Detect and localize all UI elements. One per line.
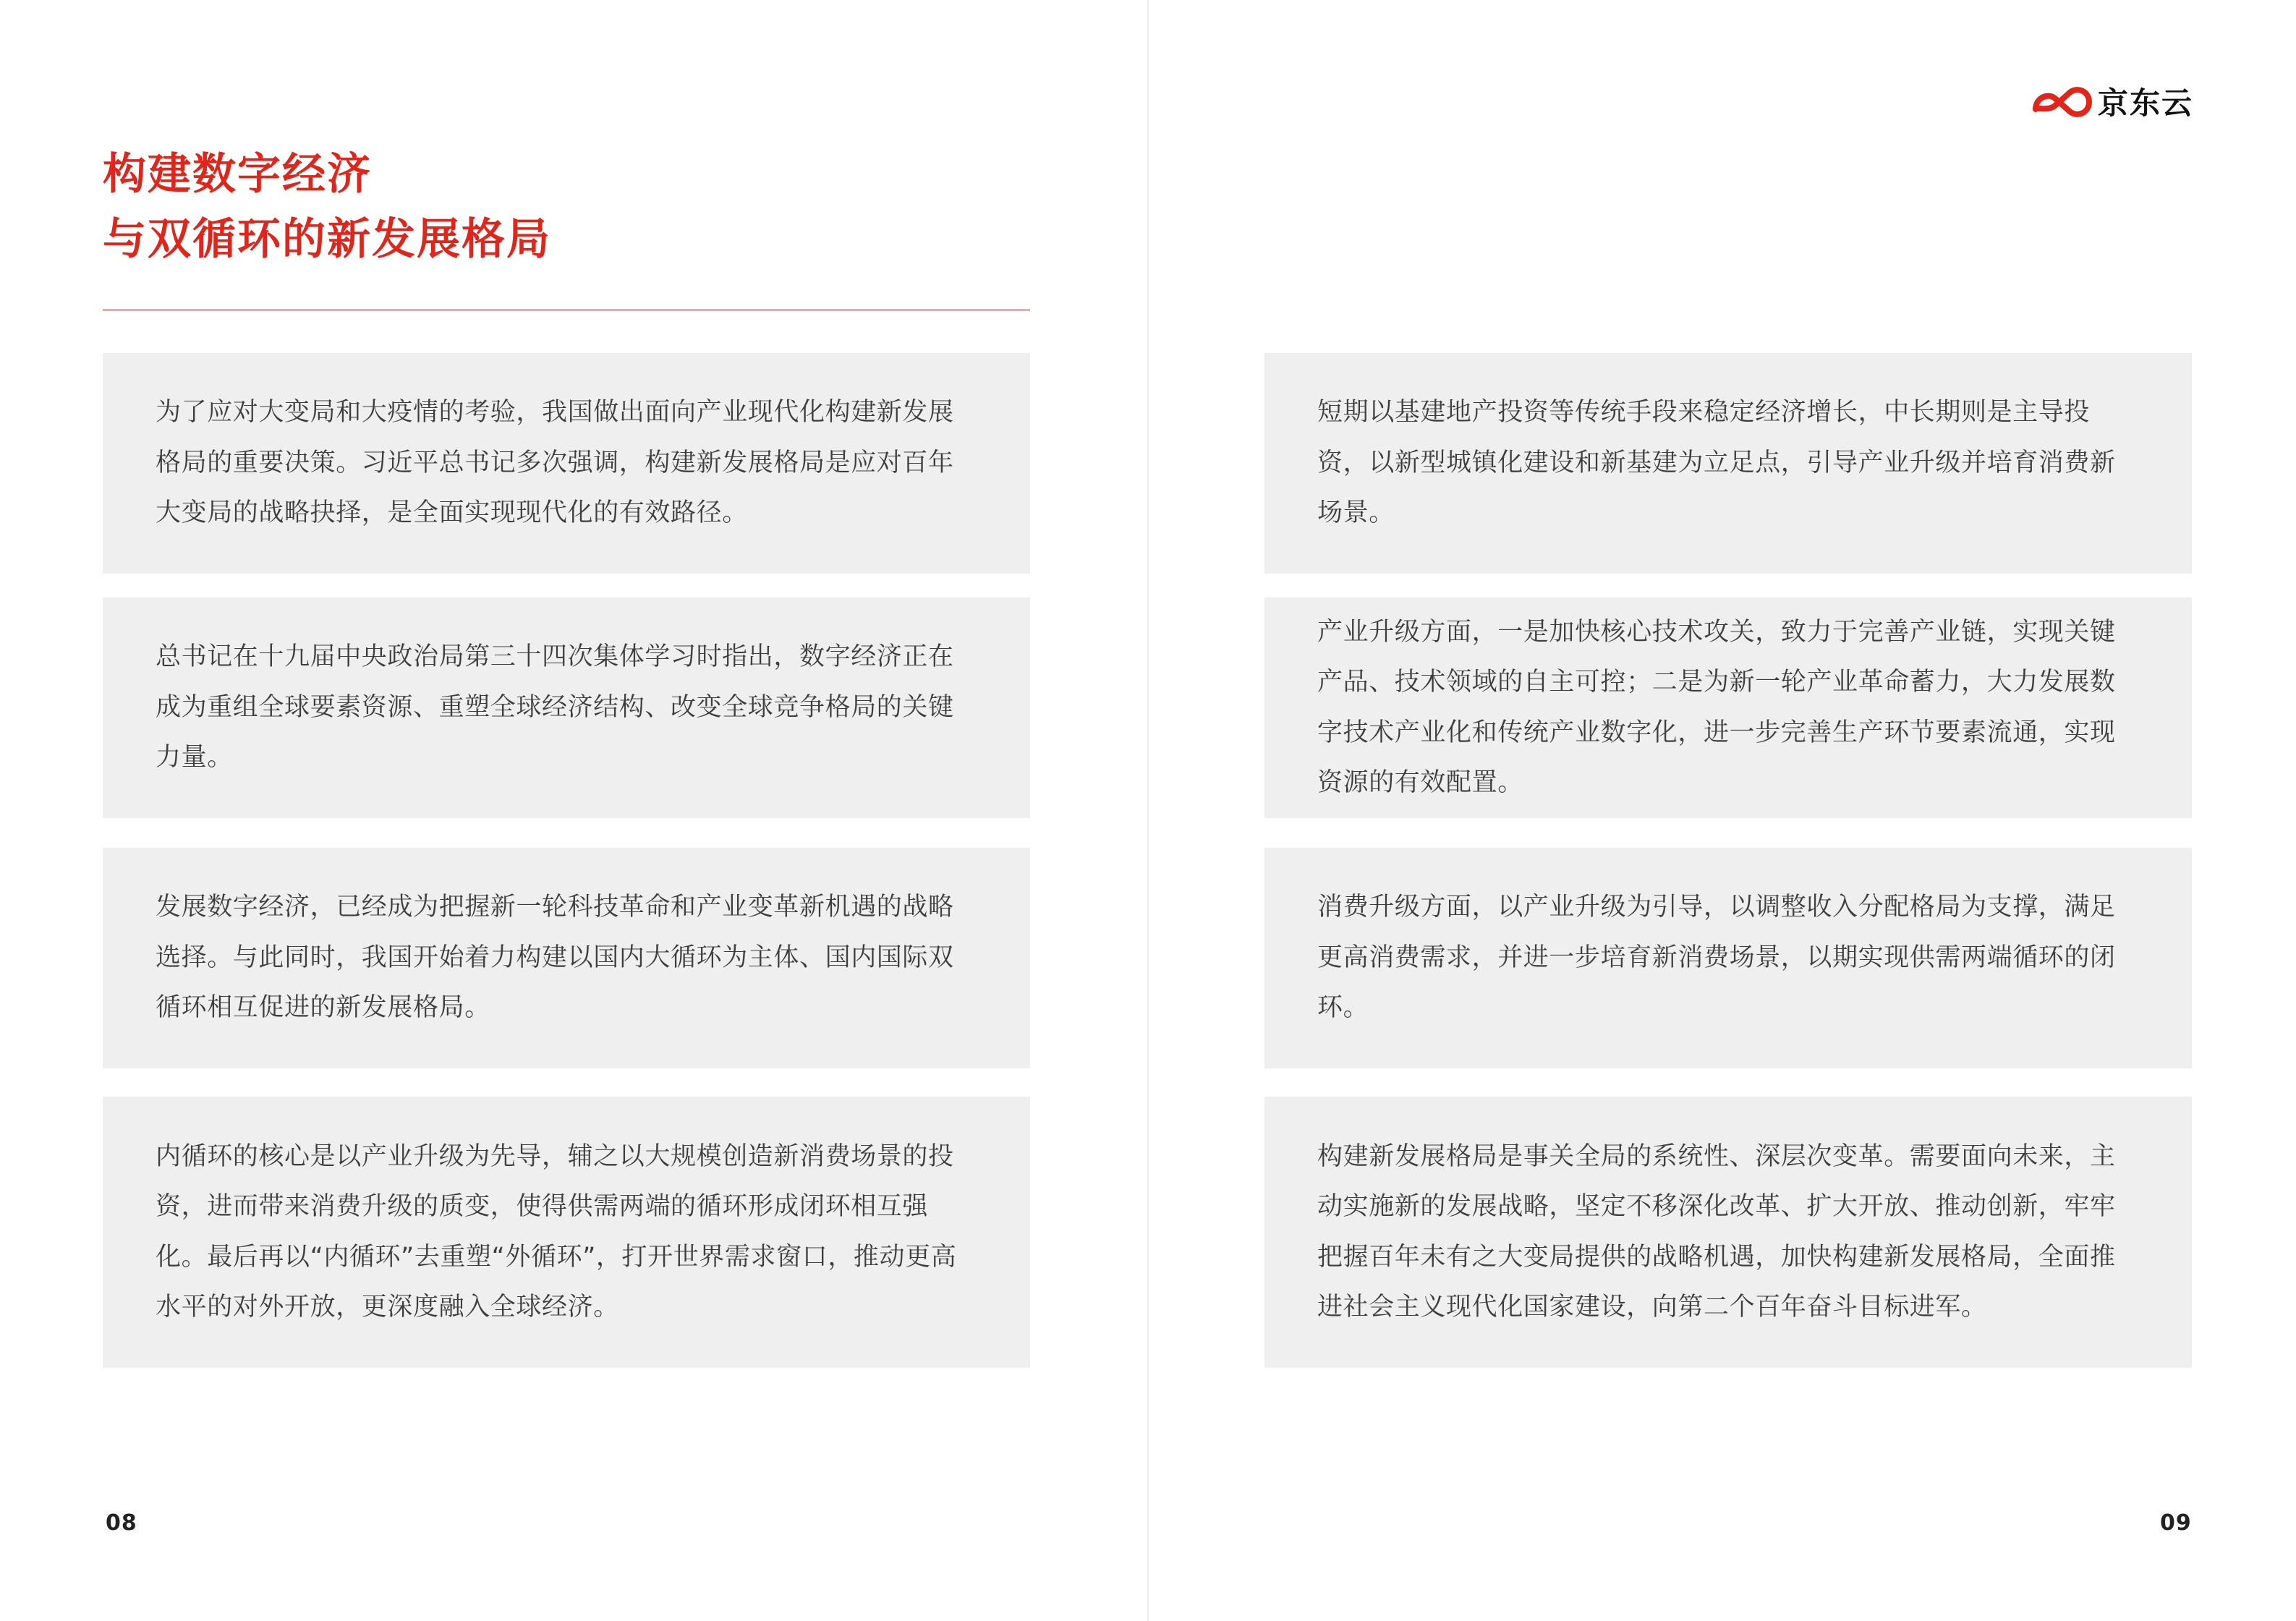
card-text: 消费升级方面，以产业升级为引导，以调整收入分配格局为支撑，满足更高消费需求，并进一步培育新消费场景，以期实现供需两端循环的闭环。 bbox=[1317, 893, 2116, 1023]
card-text: 总书记在十九届中央政治局第三十四次集体学习时指出，数字经济正在成为重组全球要素资源、重塑全球经济结构、改变全球竞争格局的关键力量。 bbox=[156, 642, 954, 773]
page-number-right: 09 bbox=[2160, 1510, 2192, 1536]
text-card bbox=[1264, 1097, 2192, 1368]
text-card bbox=[103, 848, 1030, 1068]
text-card bbox=[103, 353, 1030, 574]
text-card bbox=[1264, 353, 2192, 574]
brand-name: 京东云 bbox=[2098, 85, 2194, 121]
card-text: 构建新发展格局是事关全局的系统性、深层次变革。需要面向未来，主动实施新的发展战略，坚定不移深化改革、扩大开放、推动创新，牢牢把握百年未有之大变局提供的战略机遇，加快构建新发展格局，全面推进社会主义现代化国家建设，向第二个百年奋斗目标进军。 bbox=[1317, 1141, 2116, 1322]
card-text: 产业升级方面，一是加快核心技术攻关，致力于完善产业链，实现关键产品、技术领域的自主可控；二是为新一轮产业革命蓄力，大力发展数字技术产业化和传统产业数字化，进一步完善生产环节要素流通，实现资源的有效配置。 bbox=[1317, 617, 2116, 797]
text-card bbox=[1264, 848, 2192, 1068]
page-number-left: 08 bbox=[106, 1510, 137, 1536]
title-underline bbox=[103, 309, 1030, 311]
card-text: 短期以基建地产投资等传统手段来稳定经济增长，中长期则是主导投资，以新型城镇化建设和新基建为立足点，引导产业升级并培育消费新场景。 bbox=[1317, 398, 2116, 528]
page-title bbox=[103, 142, 551, 272]
title-line-1: 构建数字经济 bbox=[103, 149, 372, 200]
text-card bbox=[103, 597, 1030, 818]
page-gutter bbox=[1147, 0, 1149, 1621]
text-card bbox=[103, 1097, 1030, 1368]
text-card bbox=[1264, 597, 2192, 818]
card-text: 发展数字经济，已经成为把握新一轮科技革命和产业变革新机遇的战略选择。与此同时，我国开始着力构建以国内大循环为主体、国内国际双循环相互促进的新发展格局。 bbox=[156, 893, 954, 1023]
card-text: 为了应对大变局和大疫情的考验，我国做出面向产业现代化构建新发展格局的重要决策。习近平总书记多次强调，构建新发展格局是应对百年大变局的战略抉择，是全面实现现代化的有效路径。 bbox=[156, 398, 954, 528]
title-line-2: 与双循环的新发展格局 bbox=[103, 214, 551, 265]
card-text: 内循环的核心是以产业升级为先导，辅之以大规模创造新消费场景的投资，进而带来消费升级的质变，使得供需两端的循环形成闭环相互强化。最后再以“内循环”去重塑“外循环”，打开世界需求窗口，推动更高水平的对外开放，更深度融入全球经济。 bbox=[156, 1141, 957, 1322]
brand-logo bbox=[2031, 80, 2193, 123]
jd-cloud-logo-icon bbox=[2031, 82, 2093, 121]
